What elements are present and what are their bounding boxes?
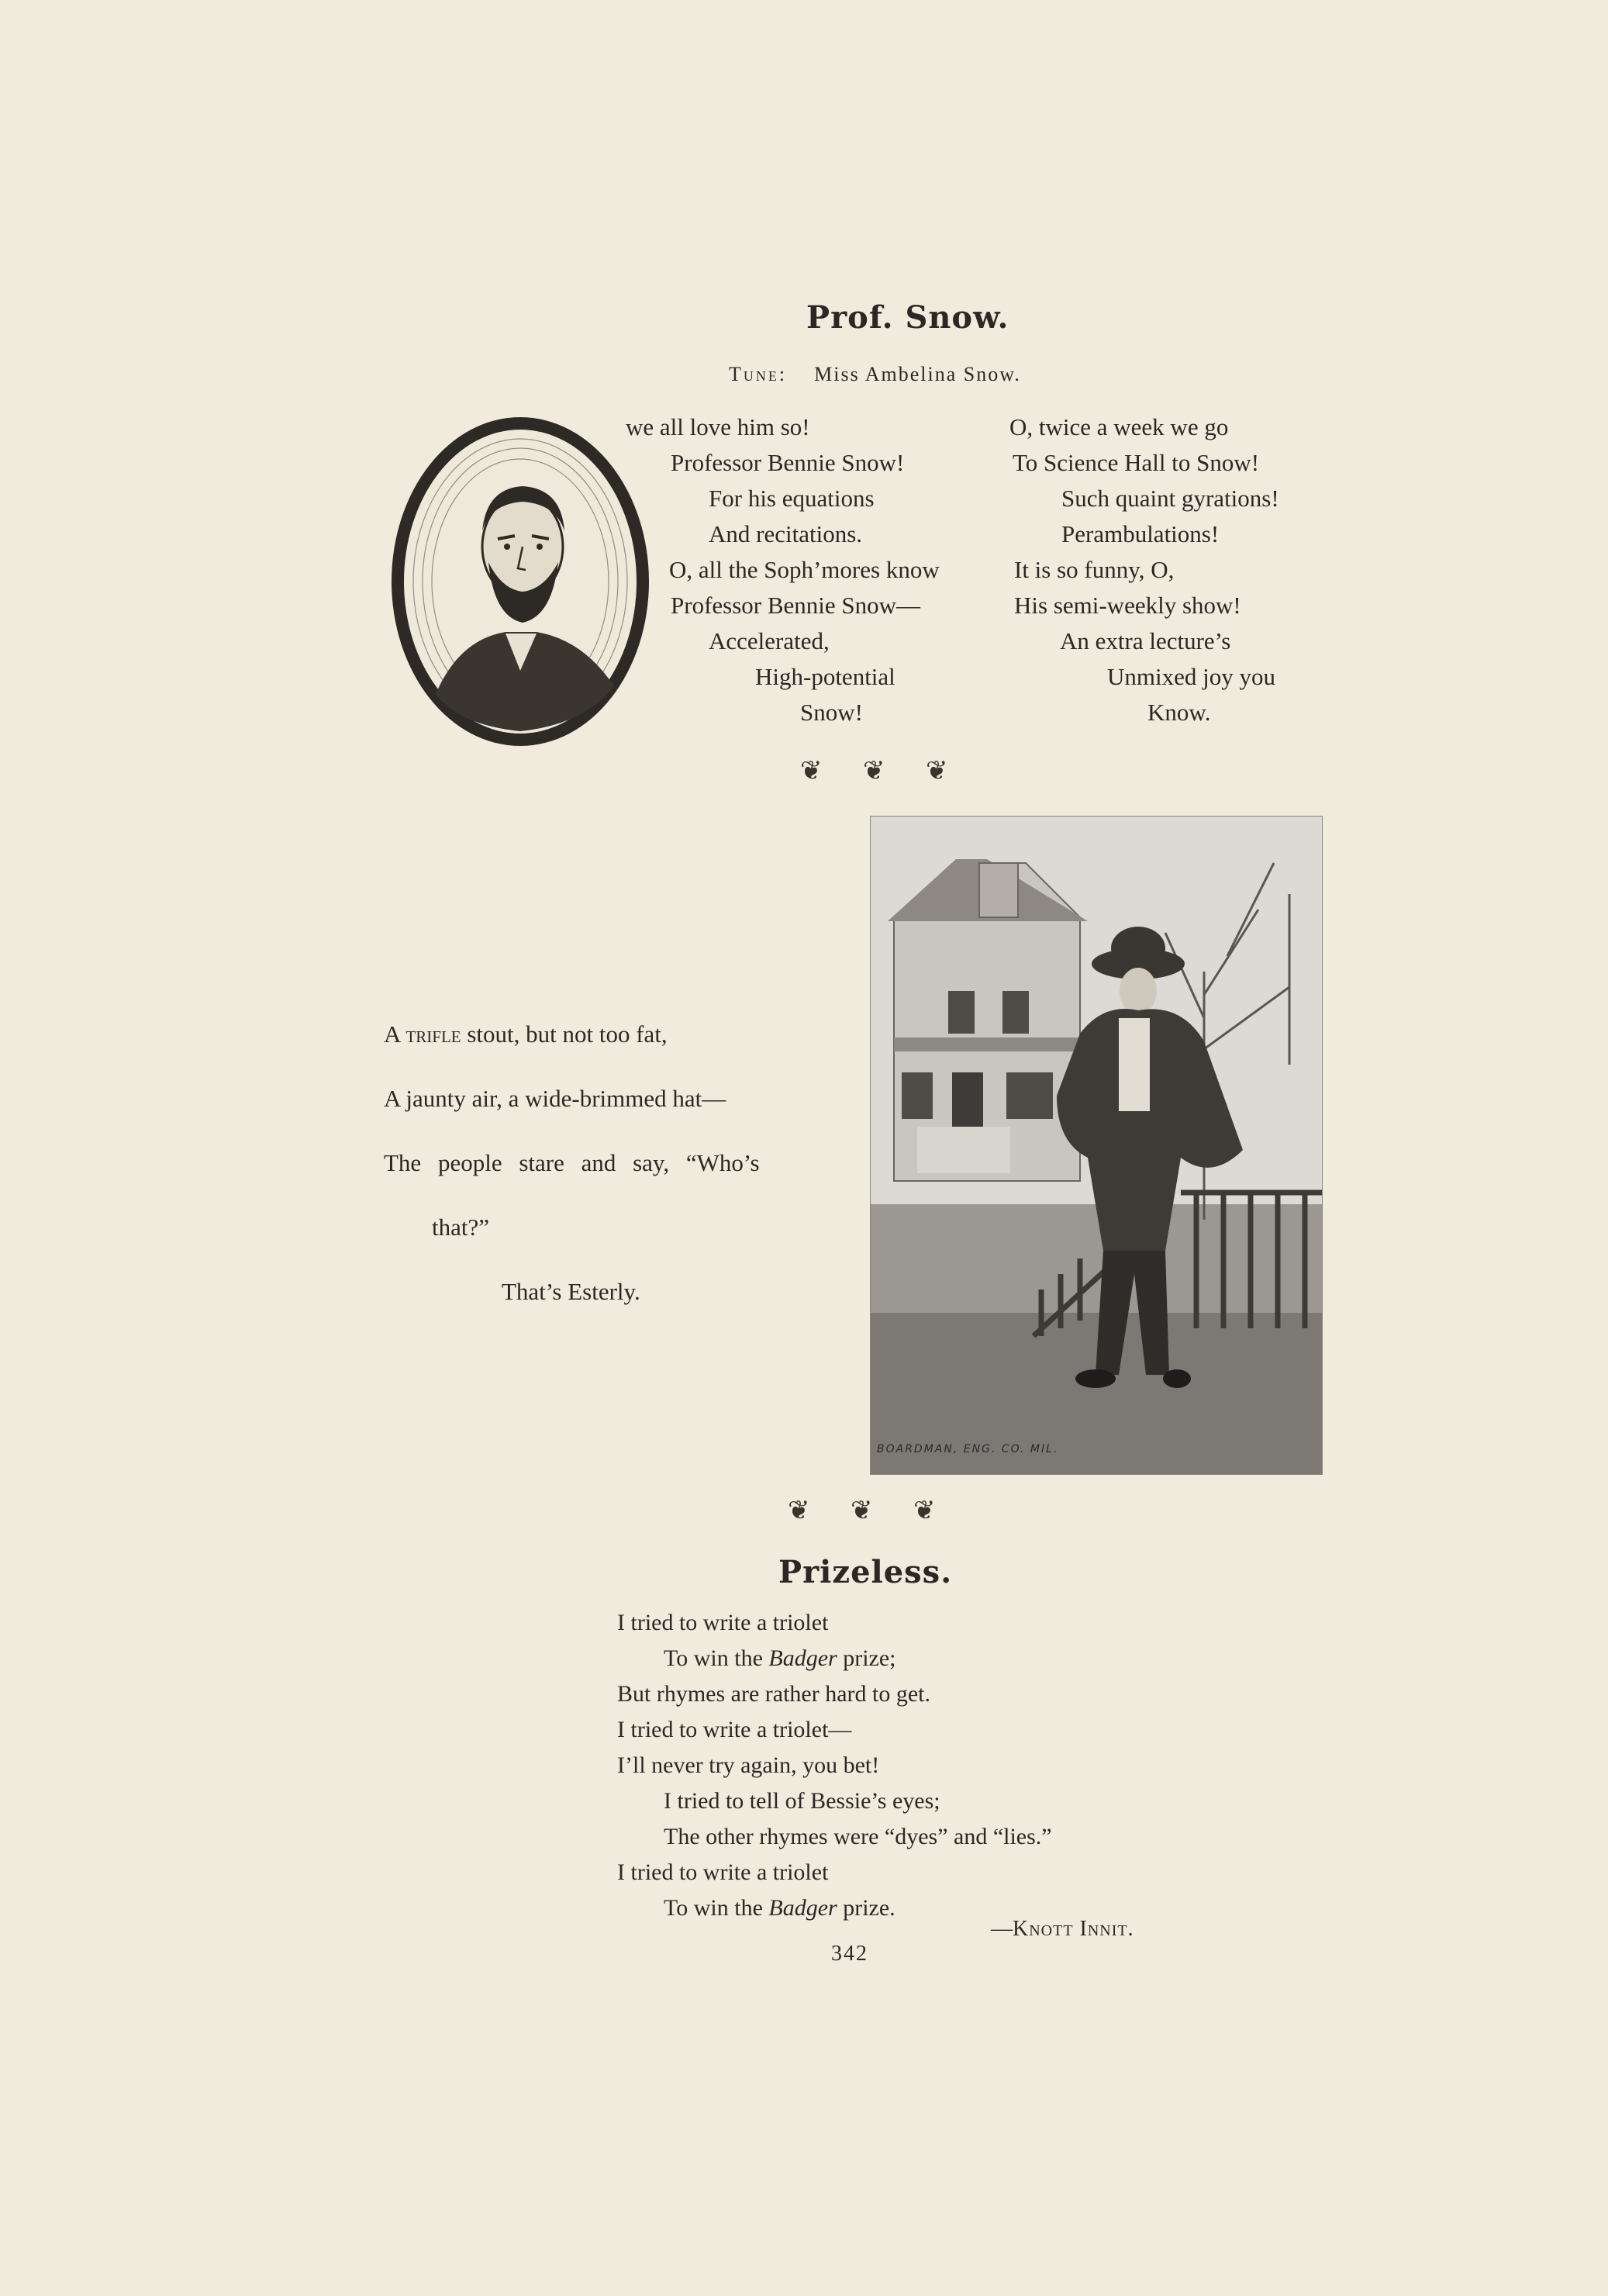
- tune-label: Tune:: [729, 363, 788, 385]
- prof-snow-verse-right: [1009, 409, 1366, 730]
- esterly-line-3: The people stare and say, “Who’s: [384, 1149, 760, 1176]
- verse-line: It is so funny, O,: [1014, 556, 1175, 583]
- esterly-line-4: that?”: [432, 1214, 490, 1241]
- esterly-line-1-end: stout, but not too fat,: [461, 1020, 668, 1048]
- badger-italic: Badger: [768, 1895, 837, 1921]
- verse-line: Accelerated,: [709, 627, 830, 654]
- ornament-divider-bottom: ❦ ❦ ❦: [788, 1497, 953, 1525]
- verse-line: Such quaint gyrations!: [1061, 485, 1279, 512]
- verse-line: To Science Hall to Snow!: [1013, 449, 1260, 476]
- verse-line: O, all the Soph’mores know: [669, 556, 940, 583]
- poem-line: I tried to write a triolet—: [617, 1717, 852, 1742]
- esterly-photograph: [870, 816, 1323, 1475]
- signature-dash: —: [991, 1917, 1013, 1941]
- esterly-line-5: That’s Esterly.: [502, 1278, 640, 1305]
- engraver-credit: BOARDMAN, ENG. CO. MIL.: [877, 1443, 1059, 1455]
- esterly-line-1-smallcaps: trifle: [405, 1022, 461, 1048]
- verse-line: Perambulations!: [1061, 520, 1220, 547]
- signature-name: Knott Innit.: [1013, 1917, 1134, 1941]
- signature: [991, 1917, 1134, 1942]
- verse-line: Professor Bennie Snow!: [671, 449, 905, 476]
- tune-name: Miss Ambelina Snow.: [814, 363, 1021, 385]
- verse-line: we all love him so!: [626, 413, 810, 440]
- poem-line-part: prize;: [837, 1645, 896, 1671]
- poem-line: [617, 1641, 1237, 1676]
- verse-line: And recitations.: [709, 520, 863, 547]
- page-number: 342: [831, 1942, 868, 1966]
- verse-line: Snow!: [800, 699, 863, 726]
- prof-snow-title: Prof. Snow.: [806, 299, 1009, 336]
- verse-line: O, twice a week we go: [1009, 413, 1229, 440]
- verse-line: His semi-weekly show!: [1014, 592, 1241, 619]
- poem-line-part: prize.: [837, 1895, 895, 1921]
- esterly-verse: [384, 1002, 833, 1324]
- poem-line-part: To win the: [664, 1645, 769, 1671]
- prizeless-poem: [617, 1605, 1237, 1926]
- esterly-line-1-start: A: [384, 1020, 406, 1048]
- poem-line: I tried to tell of Bessie’s eyes;: [664, 1788, 940, 1814]
- verse-line: Know.: [1147, 699, 1211, 726]
- poem-line: But rhymes are rather hard to get.: [617, 1681, 931, 1707]
- poem-line-part: To win the: [664, 1895, 769, 1921]
- portrait-engraving: [389, 415, 651, 748]
- poem-line: The other rhymes were “dyes” and “lies.”: [664, 1824, 1052, 1849]
- poem-line: I’ll never try again, you bet!: [617, 1752, 880, 1778]
- prof-snow-verse-left: [626, 409, 998, 730]
- verse-line: An extra lecture’s: [1060, 627, 1231, 654]
- prizeless-title: Prizeless.: [778, 1554, 953, 1590]
- esterly-line-2: A jaunty air, a wide-brimmed hat—: [384, 1085, 726, 1112]
- verse-line: For his equations: [709, 485, 875, 512]
- poem-line: I tried to write a triolet: [617, 1610, 829, 1635]
- verse-line: Unmixed joy you: [1107, 663, 1275, 690]
- poem-line: I tried to write a triolet: [617, 1859, 829, 1885]
- ornament-divider-top: ❦ ❦ ❦: [800, 757, 965, 785]
- tune-line: [729, 363, 1021, 386]
- verse-line: Professor Bennie Snow—: [671, 592, 921, 619]
- badger-italic: Badger: [768, 1645, 837, 1671]
- verse-line: High-potential: [755, 663, 895, 690]
- poem-line: [617, 1890, 1237, 1926]
- esterly-line-1: [384, 1002, 833, 1066]
